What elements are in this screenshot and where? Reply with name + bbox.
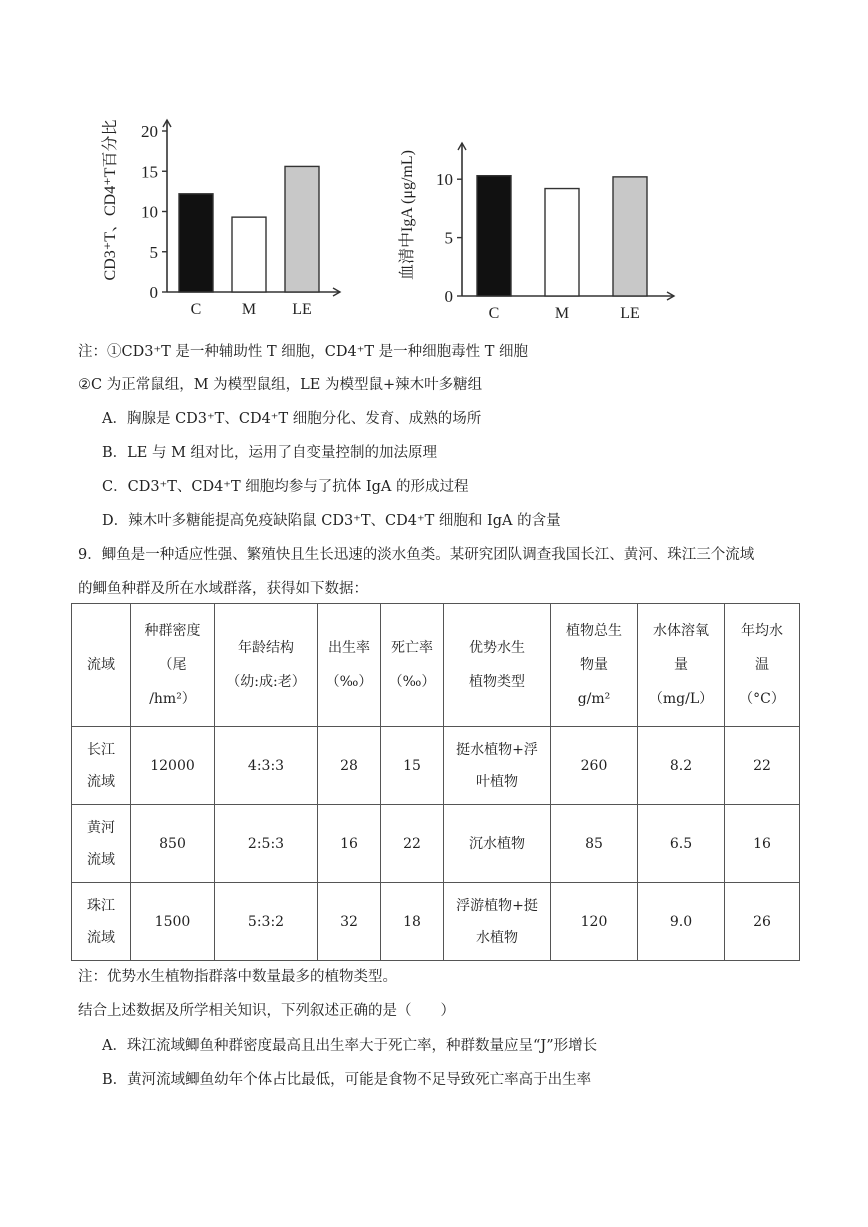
table-header-cell: 水体溶氧 量 （mg/L） <box>638 604 725 727</box>
bar <box>477 176 511 296</box>
table-cell: 85 <box>551 805 638 883</box>
table-cell: 28 <box>318 727 381 805</box>
table-cell: 2:5:3 <box>215 805 318 883</box>
table-cell: 1500 <box>131 883 215 961</box>
x-tick-label: LE <box>292 301 312 318</box>
table-cell: 9.0 <box>638 883 725 961</box>
table-cell: 珠江 流域 <box>72 883 131 961</box>
chart2-svg <box>390 135 680 330</box>
table-header-cell: 植物总生 物量 g/m² <box>551 604 638 727</box>
y-tick-label: 10 <box>436 170 453 190</box>
y-tick-label: 0 <box>444 287 453 306</box>
table-cell: 32 <box>318 883 381 961</box>
note-3: 注：优势水生植物指群落中数量最多的植物类型。 <box>78 969 397 985</box>
option-b[interactable]: B．LE 与 M 组对比，运用了自变量控制的加法原理 <box>102 445 438 461</box>
bar <box>545 189 579 296</box>
table-cell: 260 <box>551 727 638 805</box>
table-cell: 4:3:3 <box>215 727 318 805</box>
bar <box>285 166 319 292</box>
table-header-cell: 死亡率 （‰） <box>381 604 444 727</box>
table-header-cell: 年龄结构 （幼:成:老） <box>215 604 318 727</box>
table-cell: 120 <box>551 883 638 961</box>
y-axis-label: 血清中IgA (μg/mL) <box>399 150 416 280</box>
note-2: ②C 为正常鼠组，M 为模型鼠组，LE 为模型鼠+辣木叶多糖组 <box>78 377 483 393</box>
table-header-cell: 流域 <box>72 604 131 727</box>
table-cell: 15 <box>381 727 444 805</box>
table-cell: 挺水植物+浮 叶植物 <box>444 727 551 805</box>
y-tick-label: 5 <box>149 242 158 262</box>
q9-option-a[interactable]: A．珠江流域鲫鱼种群密度最高且出生率大于死亡率，种群数量应呈“J”形增长 <box>102 1038 598 1054</box>
y-tick-label: 10 <box>141 202 158 222</box>
table-cell: 长江 流域 <box>72 727 131 805</box>
option-c[interactable]: C．CD3⁺T、CD4⁺T 细胞均参与了抗体 IgA 的形成过程 <box>102 479 469 495</box>
chart-iga-serum <box>390 135 680 330</box>
x-tick-label: C <box>190 301 202 318</box>
table-header-cell: 年均水 温 （°C） <box>725 604 800 727</box>
table-row <box>72 727 800 805</box>
table-header-cell: 种群密度 （尾 /hm²） <box>131 604 215 727</box>
option-d[interactable]: D．辣木叶多糖能提高免疫缺陷鼠 CD3⁺T、CD4⁺T 细胞和 IgA 的含量 <box>102 513 561 529</box>
question-9-line1: 9．鲫鱼是一种适应性强、繁殖快且生长迅速的淡水鱼类。某研究团队调查我国长江、黄河、珠江三个流域 <box>78 547 755 563</box>
table-cell: 浮游植物+挺 水植物 <box>444 883 551 961</box>
question-stem: 结合上述数据及所学相关知识，下列叙述正确的是（ ） <box>78 1003 455 1019</box>
table-cell: 16 <box>318 805 381 883</box>
table-header-cell: 优势水生 植物类型 <box>444 604 551 727</box>
table-header-cell: 出生率 （‰） <box>318 604 381 727</box>
q9-option-b[interactable]: B．黄河流域鲫鱼幼年个体占比最低，可能是食物不足导致死亡率高于出生率 <box>102 1072 592 1088</box>
bar <box>613 177 647 296</box>
table-cell: 5:3:2 <box>215 883 318 961</box>
x-tick-label: LE <box>620 305 640 322</box>
table-cell: 黄河 流域 <box>72 805 131 883</box>
y-axis-label: CD3⁺T、CD4⁺T百分比 <box>102 119 119 281</box>
question-9-line2: 的鲫鱼种群及所在水域群落，获得如下数据： <box>78 581 368 597</box>
table-cell: 18 <box>381 883 444 961</box>
table-row <box>72 883 800 961</box>
y-tick-label: 0 <box>149 283 158 302</box>
x-tick-label: M <box>241 301 257 318</box>
bar <box>179 194 213 292</box>
y-tick-label: 15 <box>141 162 158 182</box>
y-tick-label: 20 <box>141 122 158 141</box>
y-tick-label: 5 <box>444 228 453 248</box>
x-tick-label: M <box>554 305 570 322</box>
chart1-svg <box>95 112 355 327</box>
option-a[interactable]: A．胸腺是 CD3⁺T、CD4⁺T 细胞分化、发育、成熟的场所 <box>102 411 482 427</box>
table-cell: 沉水植物 <box>444 805 551 883</box>
table-cell: 22 <box>725 727 800 805</box>
note-1: 注：①CD3⁺T 是一种辅助性 T 细胞，CD4⁺T 是一种细胞毒性 T 细胞 <box>78 344 529 360</box>
table-cell: 16 <box>725 805 800 883</box>
table-cell: 850 <box>131 805 215 883</box>
table-header-row <box>72 604 800 727</box>
table-cell: 6.5 <box>638 805 725 883</box>
table-cell: 8.2 <box>638 727 725 805</box>
bar <box>232 217 266 292</box>
table-cell: 12000 <box>131 727 215 805</box>
table-row <box>72 805 800 883</box>
x-tick-label: C <box>488 305 500 322</box>
data-table <box>71 603 800 961</box>
chart-cd-percentage <box>95 112 355 327</box>
table-cell: 26 <box>725 883 800 961</box>
table-cell: 22 <box>381 805 444 883</box>
